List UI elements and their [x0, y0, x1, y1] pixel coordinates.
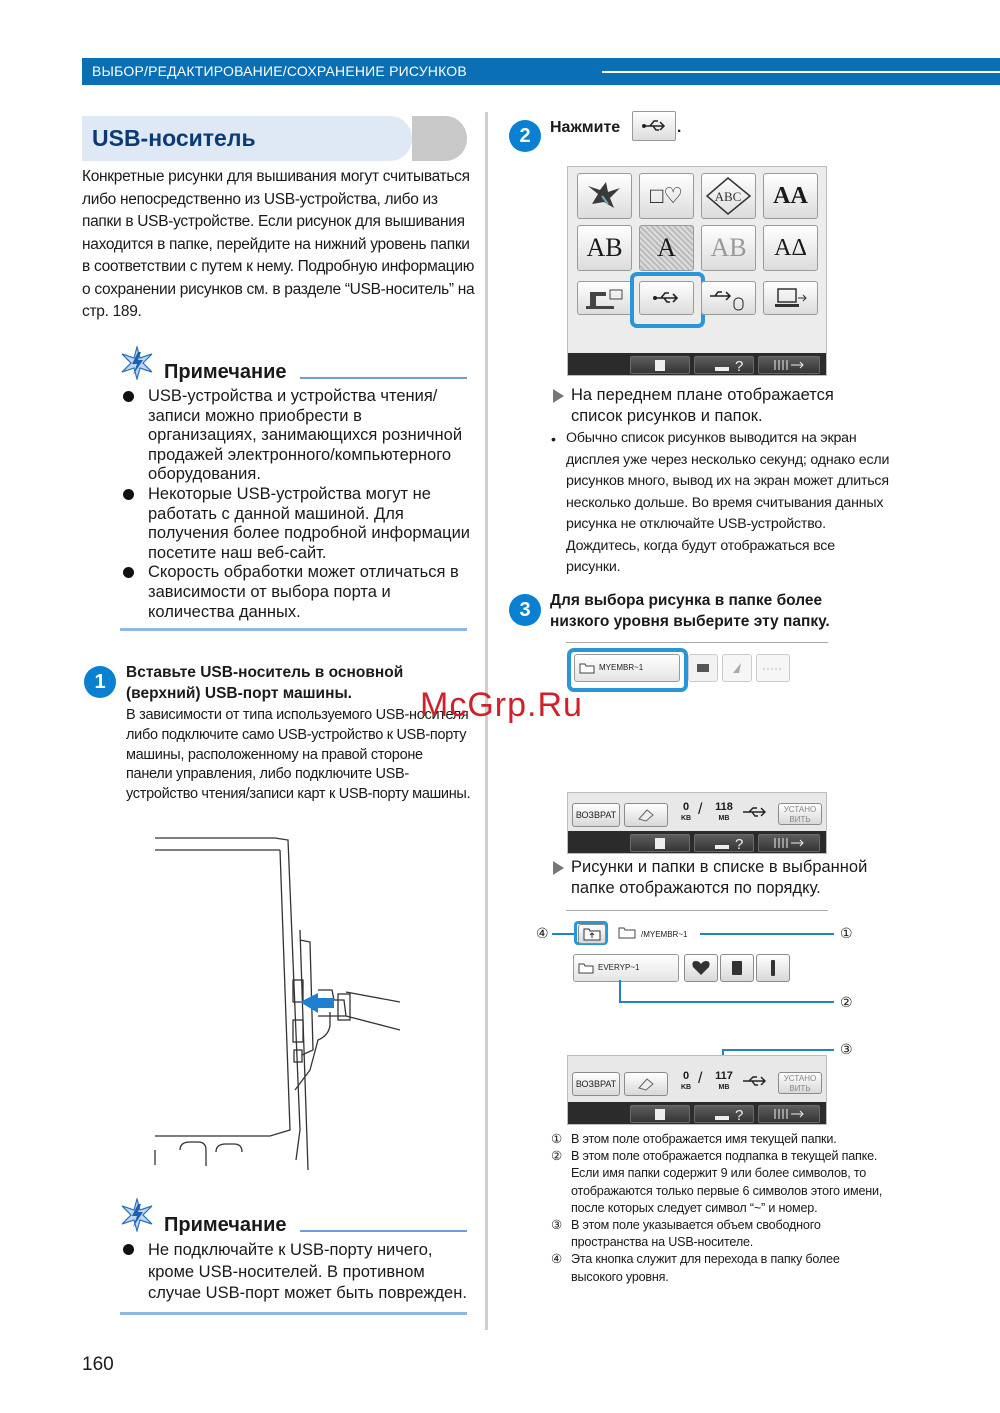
mb-unit: MB [718, 815, 730, 822]
mb-value: 117 [715, 1070, 733, 1082]
callout-3: ③ [840, 1041, 853, 1057]
step1-body: В зависимости от типа используемого USB-носителя либо подключите само USB-устройство к USB-порту машины, расположенному на правой стороне панели управления, либо подключите USB-устройство чтения/записи карт к USB-порту машины. [126, 707, 471, 803]
result-arrow-icon [553, 389, 564, 403]
folder-name: MYEMBR~1 [599, 663, 644, 672]
note2-bottom-rule [120, 1312, 467, 1315]
tension-icon [759, 357, 819, 373]
callout-line [700, 933, 834, 935]
usb-key-inline [632, 111, 676, 141]
pattern-thumb-icon [723, 655, 751, 681]
slash: / [698, 801, 703, 818]
monogram-icon [702, 174, 755, 218]
pattern-tile-bird[interactable] [577, 173, 632, 219]
pattern-bar[interactable] [756, 954, 790, 982]
legend-text: В этом поле указывается объем свободного пространства на USB-носителе. [571, 1218, 821, 1250]
help-icon [695, 357, 753, 373]
legend-number: ④ [551, 1252, 563, 1267]
note1-list [122, 387, 472, 622]
pattern-tile-monogram[interactable] [701, 173, 756, 219]
svg-text:?: ? [735, 836, 744, 851]
legend-item [551, 1148, 891, 1165]
note1-bottom-rule [120, 628, 467, 631]
note2-title-rule [300, 1230, 467, 1232]
help-icon [695, 1106, 753, 1122]
svg-text:?: ? [735, 358, 744, 373]
usb-icon [740, 1074, 770, 1088]
svg-text:ABC: ABC [714, 189, 742, 204]
screen-bottom-bar [568, 1102, 826, 1124]
callout-2: ② [840, 994, 853, 1010]
machine-memory-button[interactable] [577, 281, 632, 315]
eraser-icon [625, 1073, 667, 1095]
category-screen [567, 166, 827, 376]
callout-1: ① [840, 925, 853, 941]
screen-c-bottom [567, 1055, 827, 1125]
callout-4: ④ [536, 925, 549, 941]
delete-button[interactable] [624, 1072, 668, 1096]
step3-result: Рисунки и папки в списке в выбранной папке отображаются по порядку. [571, 858, 868, 897]
kb-unit: KB [680, 1084, 692, 1091]
callout-line [552, 933, 574, 935]
list-icon [631, 835, 689, 851]
bar-icon [757, 955, 789, 981]
pattern-heart[interactable] [684, 954, 718, 982]
note1-item: Скорость обработки может отличаться в зависимости от выбора порта и количества данных. [122, 563, 472, 622]
help-icon [695, 835, 753, 851]
usb-insertion-illustration [150, 830, 400, 1170]
settings-button[interactable] [758, 834, 820, 852]
pattern-tile-font[interactable]: AA [763, 173, 818, 219]
step2-heading-post: . [677, 119, 682, 136]
tension-icon [759, 835, 819, 851]
folder-up-icon [579, 925, 605, 943]
pattern-thumb-icon [689, 655, 717, 681]
screen-b-top-rule [566, 642, 828, 643]
bullet-dot: • [551, 432, 556, 448]
callout-line [619, 980, 621, 1002]
pattern-tile-font-ab[interactable]: AB [577, 225, 632, 271]
usb-icon [633, 112, 675, 140]
set-button[interactable]: УСТАНО ВИТЬ [778, 1072, 822, 1094]
folder-icon [578, 962, 594, 974]
pattern-tile-fill-a[interactable]: A [639, 225, 694, 271]
legend-item [551, 1217, 891, 1251]
bird-icon [578, 174, 631, 218]
sewing-machine-icon [578, 282, 631, 314]
rectangle-icon [721, 955, 753, 981]
header-rule [602, 71, 1000, 73]
back-button[interactable]: ВОЗВРАТ [572, 1072, 620, 1096]
slash: / [698, 1070, 703, 1087]
watermark: McGrp.Ru [420, 686, 583, 724]
step2-result: На переднем плане отображается список рисунков и папок. [571, 386, 834, 425]
intro-paragraph: Конкретные рисунки для вышивания могут считываться либо непосредственно из USB-устройства, либо из папки в USB-устройстве. Если рисунок для вышивания находится в папке, перейдите на нижний уровень папки в соответствии с путем к нему. Подробную информацию о сохранении рисунков см. в разделе “USB-носитель” на стр. 189. [82, 168, 475, 320]
legend-text: В этом поле отображается имя текущей папки. [571, 1132, 837, 1146]
tension-icon [759, 1106, 819, 1122]
step1-heading: Вставьте USB-носитель в основной (верхний) USB-порт машины. [126, 664, 404, 702]
up-folder-button[interactable] [578, 924, 606, 944]
note2-title: Примечание [164, 1214, 287, 1236]
heart-icon [685, 955, 717, 981]
pattern-thumb-icon [757, 655, 789, 681]
step1-number: 1 [84, 666, 116, 698]
legend-item [551, 1165, 891, 1217]
computer-icon [764, 282, 817, 314]
section-title: USB-носитель [92, 125, 256, 151]
pattern-tile-greek[interactable]: AΔ [763, 225, 818, 271]
settings-button[interactable] [758, 356, 820, 374]
folder-icon [618, 926, 636, 939]
kb-unit: KB [680, 815, 692, 822]
note1-title-rule [300, 377, 467, 379]
help-button[interactable] [694, 1105, 754, 1123]
settings-button[interactable] [758, 1105, 820, 1123]
folder-button-myembr[interactable] [574, 654, 680, 682]
help-button[interactable] [694, 834, 754, 852]
usb-icon [740, 805, 770, 819]
note1-item: Некоторые USB-устройства могут не работать с данной машиной. Для получения более подробной информации посетите наш веб-сайт. [122, 485, 472, 563]
note-star-icon [120, 1198, 154, 1232]
section-title-bar [82, 116, 412, 161]
pattern-tile-frame[interactable]: □♡ [639, 173, 694, 219]
folder-name: EVERYP~1 [598, 963, 640, 972]
pattern-thumb[interactable] [688, 654, 718, 682]
page-number: 160 [82, 1354, 114, 1375]
pattern-thumb[interactable] [756, 654, 790, 682]
list-icon [631, 1106, 689, 1122]
help-button[interactable] [694, 356, 754, 374]
legend-text: Эта кнопка служит для перехода в папку более высокого уровня. [571, 1252, 840, 1284]
pattern-tile-outline-ab[interactable]: AB [701, 225, 756, 271]
step3-heading: Для выбора рисунка в папке более низкого уровня выберите эту папку. [550, 592, 830, 630]
set-button[interactable]: УСТАНО ВИТЬ [778, 803, 822, 825]
note1-title: Примечание [164, 361, 287, 383]
pattern-rectangle[interactable] [720, 954, 754, 982]
pattern-thumb[interactable] [722, 654, 752, 682]
callout-line [619, 1001, 834, 1003]
pattern-list-button[interactable] [630, 1105, 690, 1123]
legend-number: ① [551, 1132, 563, 1146]
running-header-title: ВЫБОР/РЕДАКТИРОВАНИЕ/СОХРАНЕНИЕ РИСУНКОВ [92, 63, 467, 79]
kb-value: 0 [682, 801, 690, 813]
pattern-list-button[interactable] [630, 834, 690, 852]
current-path: /MYEMBR~1 [641, 930, 688, 939]
legend-number [551, 1165, 571, 1217]
legend-number: ② [551, 1149, 563, 1164]
legend-text: Если имя папки содержит 9 или более символов, то отображаются только первые 6 символов этого имени, после которых следует символ “~” и номер. [571, 1166, 883, 1215]
usb-media-button[interactable] [639, 281, 694, 315]
usb-icon [640, 282, 693, 314]
pattern-list-button[interactable] [630, 356, 690, 374]
running-header [82, 58, 1000, 85]
svg-text:?: ? [735, 1107, 744, 1122]
legend-item [551, 1131, 891, 1148]
screen-b-bottom [567, 792, 827, 854]
legend-number: ③ [551, 1218, 563, 1233]
note-star-icon [120, 346, 154, 380]
note2-item: Не подключайте к USB-порту ничего, кроме USB-носителей. В противном случае USB-порт может быть поврежден. [122, 1240, 472, 1305]
eraser-icon [625, 804, 667, 826]
legend-text: В этом поле отображается подпапка в текущей папке. [571, 1149, 878, 1164]
step2-heading-pre: Нажмите [550, 119, 621, 136]
usb-mouse-icon [702, 282, 755, 314]
note1-item: USB-устройства и устройства чтения/записи можно приобрести в организациях, занимающихся розничной продажей электронного/компьютерного оборудования. [122, 387, 472, 485]
step3-number: 3 [509, 594, 541, 626]
screen-bottom-bar [568, 353, 826, 375]
folder-button-everyp[interactable] [573, 954, 679, 982]
step2-note: Обычно список рисунков выводится на экран дисплея уже через несколько секунд; однако если рисунков много, вывод их на экран может длиться несколько дольше. Во время считывания данных рисунка не отключайте USB-устройство. Дождитесь, когда будут отображаться все рисунки. [566, 430, 890, 575]
step2-number: 2 [509, 120, 541, 152]
legend-item [551, 1251, 891, 1285]
computer-button[interactable] [763, 281, 818, 315]
result-arrow-icon [553, 861, 564, 875]
delete-button[interactable] [624, 803, 668, 827]
folder-icon [579, 662, 595, 674]
usb-mouse-button[interactable] [701, 281, 756, 315]
kb-value: 0 [682, 1070, 690, 1082]
screen-bottom-bar [568, 831, 826, 853]
note2-list [122, 1240, 472, 1305]
mb-value: 118 [715, 801, 733, 813]
back-button[interactable]: ВОЗВРАТ [572, 803, 620, 827]
section-title-cap [412, 116, 467, 161]
mb-unit: MB [718, 1084, 730, 1091]
callout-line [722, 1049, 834, 1051]
list-icon [631, 357, 689, 373]
screen-c-top-rule [566, 910, 828, 911]
legend [551, 1131, 891, 1286]
